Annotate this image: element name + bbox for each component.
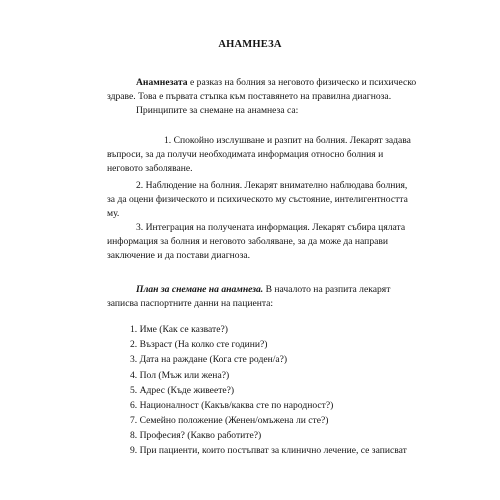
list-item: 6. Националност (Какъв/каква сте по народност?) <box>130 400 334 411</box>
list-item: 7. Семейно положение (Женен/омъжена ли сте?) <box>130 415 329 426</box>
principle-2-line-2: за да оцени физическото и психическото му състояние, интелигентността <box>107 194 408 205</box>
principle-2-line-1: 2. Наблюдение на болния. Лекарят внимателно наблюдава болния, <box>136 180 408 191</box>
intro-line-2: здраве. Това е първата стъпка към поставянето на правилна диагноза. <box>107 91 392 102</box>
principle-3-line-1: 3. Интеграция на получената информация. Лекарят събира цялата <box>136 222 406 233</box>
intro-line-3: Принципите за снемане на анамнеза са: <box>136 105 299 116</box>
list-item: 9. При пациенти, които постъпват за клинично лечение, се записват <box>130 445 407 456</box>
intro-line-1-text: е разказ на болния за неговото физическо и психическо <box>187 77 417 88</box>
list-item: 1. Име (Как се казвате?) <box>130 324 228 335</box>
document-title: АНАМНЕЗА <box>218 39 282 50</box>
principle-3-line-2: информация за болния и неговото заболяване, за да може да направи <box>107 236 389 247</box>
principle-1-line-3: неговото заболяване. <box>107 163 193 174</box>
principle-1-line-2: въпроси, за да получи необходимата информация относно болния и <box>107 149 384 160</box>
principle-2-line-3: му. <box>107 208 120 219</box>
intro-line-1 <box>136 77 416 89</box>
principle-3-line-3: заключение и да постави диагноза. <box>107 250 251 261</box>
principle-1-line-1: 1. Спокойно изслушване и разпит на болния. Лекарят задава <box>164 135 411 146</box>
plan-line-2: записва паспортните данни на пациента: <box>107 298 274 309</box>
list-item: 5. Адрес (Къде живеете?) <box>130 385 235 396</box>
list-item: 8. Професия? (Какво работите?) <box>130 430 262 441</box>
plan-heading: План за снемане на анамнеза. <box>136 284 264 295</box>
intro-term: Анамнезата <box>136 77 188 88</box>
list-item: 4. Пол (Мъж или жена?) <box>130 370 230 381</box>
plan-line-1 <box>136 284 390 296</box>
list-item: 2. Възраст (На колко сте години?) <box>130 339 268 350</box>
plan-line-1-text: В началото на разпита лекарят <box>263 284 391 295</box>
list-item: 3. Дата на раждане (Кога сте роден/а?) <box>130 354 288 365</box>
